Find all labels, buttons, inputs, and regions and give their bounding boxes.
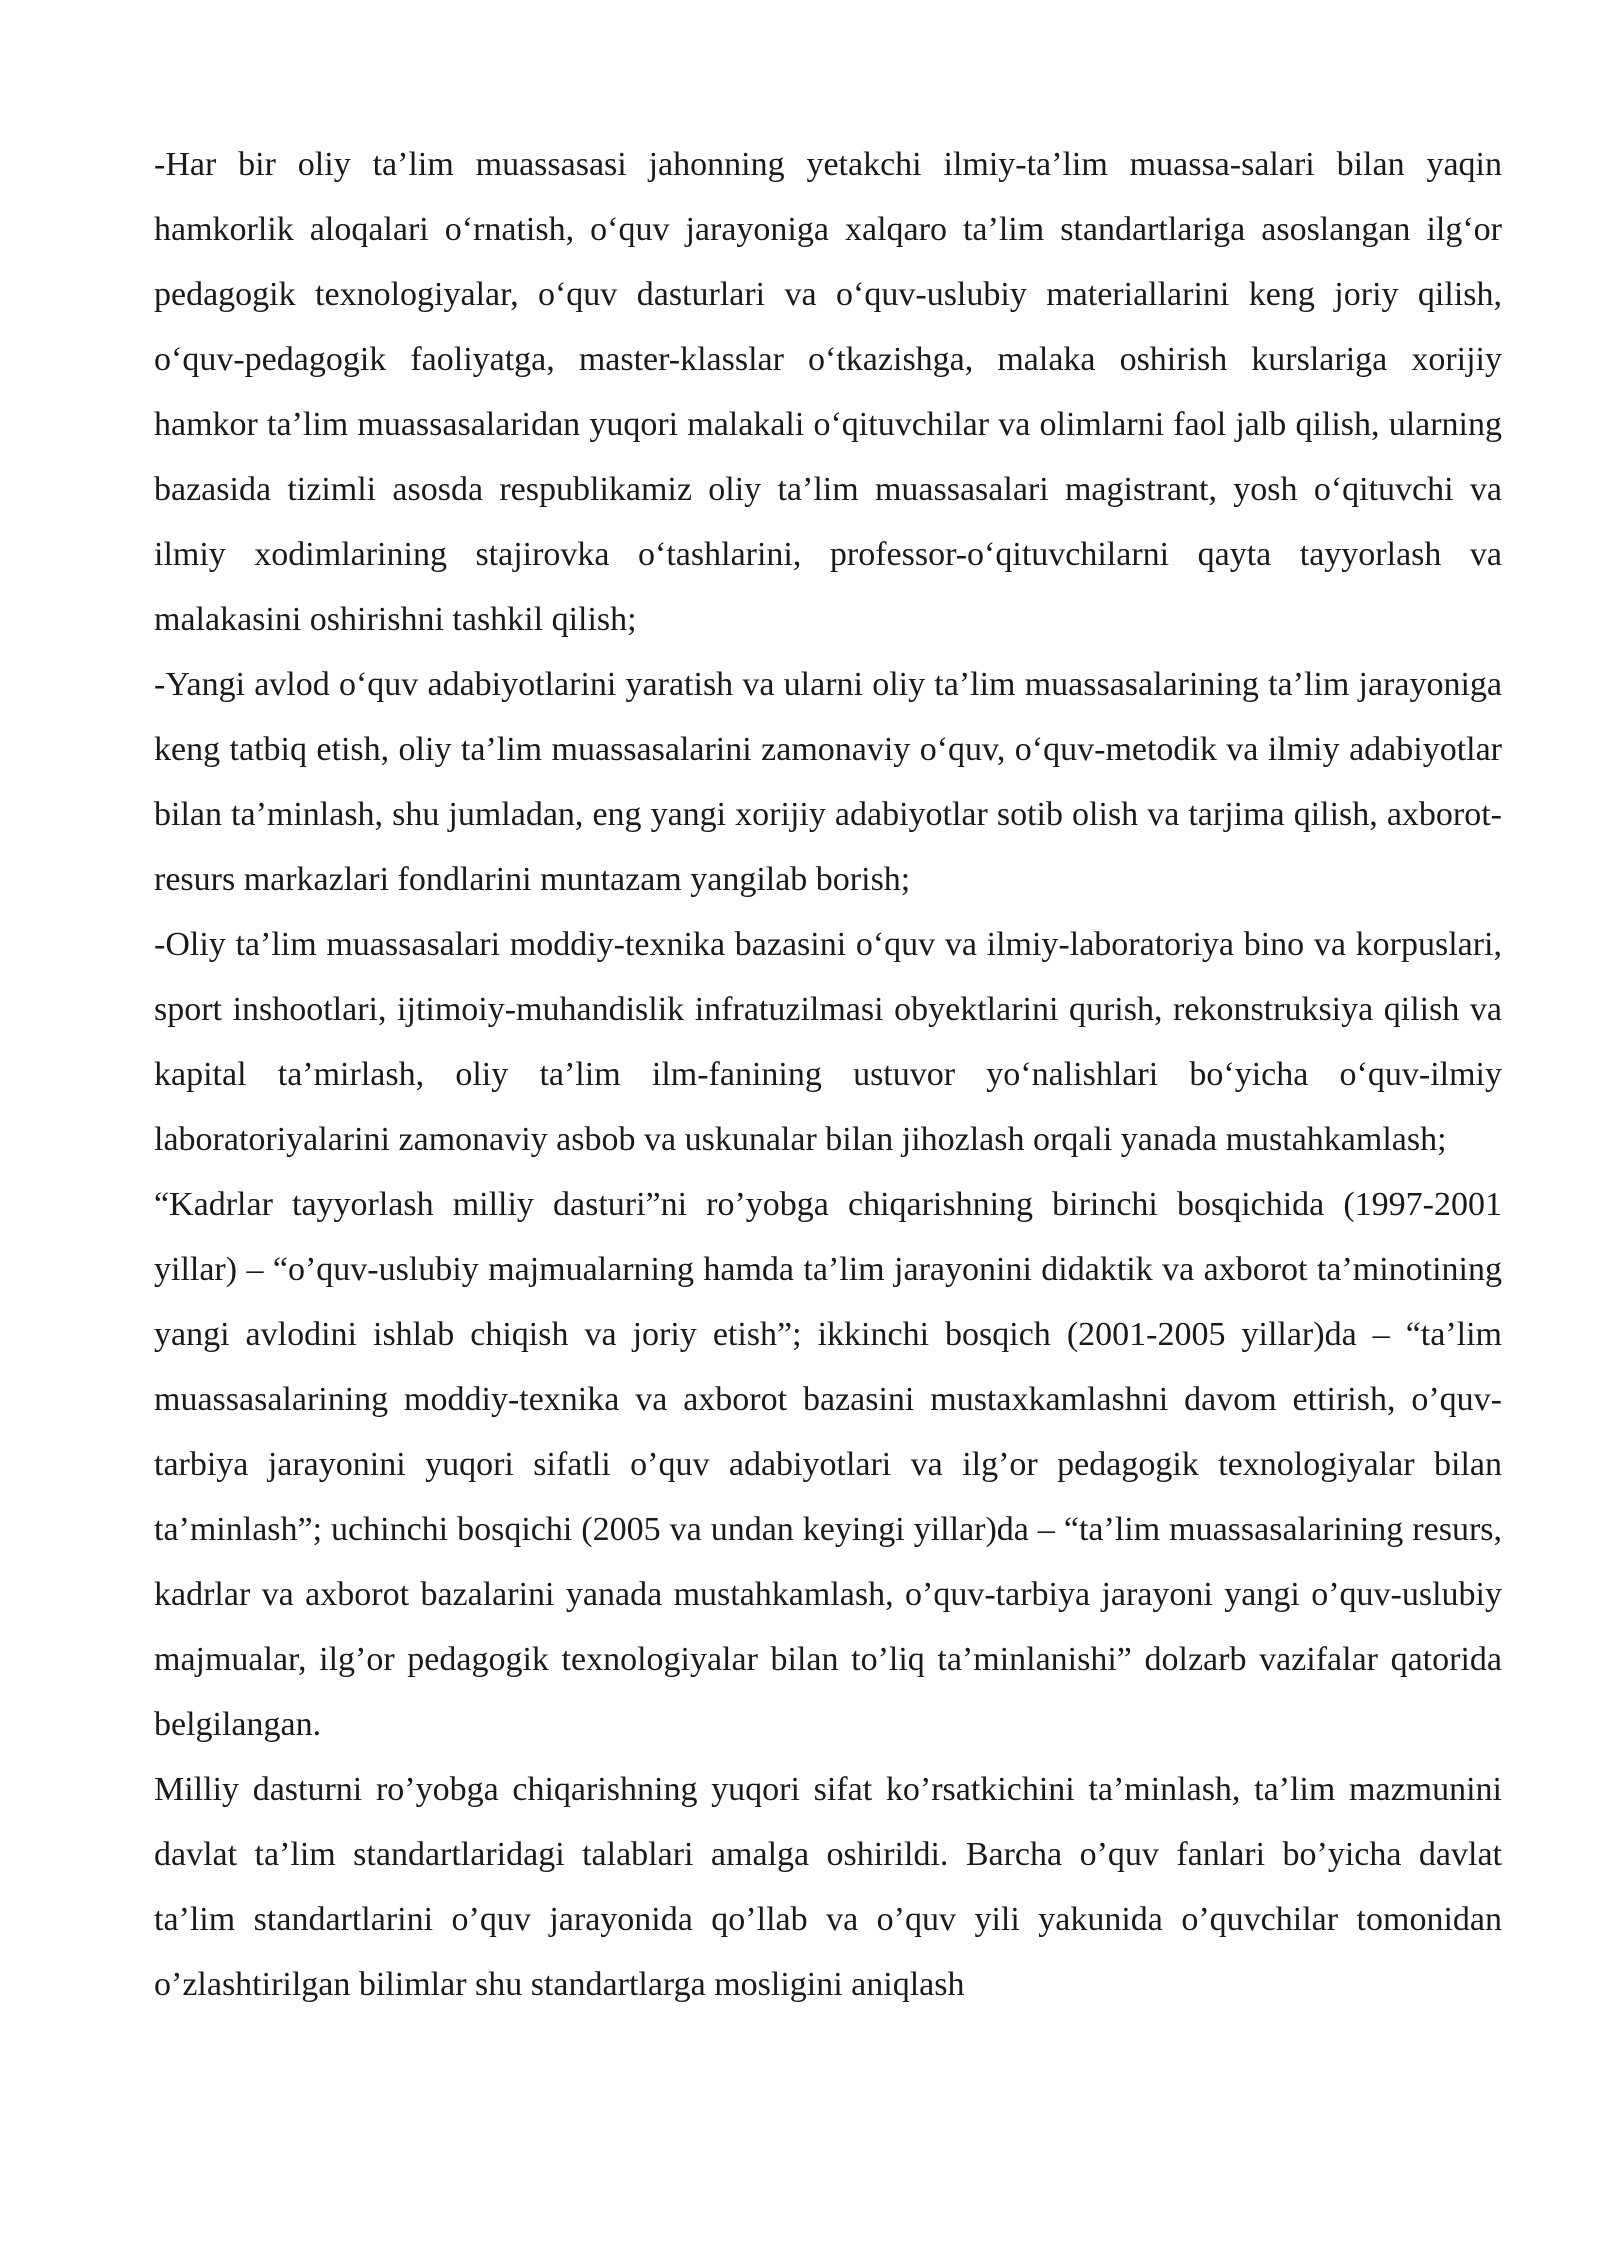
paragraph-quality-standards: Milliy dasturni ro’yobga chiqarishning yuqori sifat ko’rsatkichini ta’minlash, ta’lim mazmunini davlat ta’lim standartlaridagi talablari amalga oshirildi. Barcha o’quv fanlari bo’yicha davlat ta’lim standartlarini o’quv jarayonida qo’llab va o’quv yili yakunida o’quvchilar tomonidan o’zlashtirilgan bilimlar shu standartlarga mosligini aniqlash <box>154 1771 1502 2003</box>
document-page <box>154 132 1502 2017</box>
paragraph-international-cooperation: -Har bir oliy ta’lim muassasasi jahonning yetakchi ilmiy-ta’lim muassa-salari bilan yaqin hamkorlik aloqalari o‘rnatish, o‘quv jarayoniga xalqaro ta’lim standartlariga asoslangan ilg‘or pedagogik texnologiyalar, o‘quv dasturlari va o‘quv-uslubiy materiallarini keng joriy qilish, o‘quv-pedagogik faoliyatga, master-klasslar o‘tkazishga, malaka oshirish kurslariga xorijiy hamkor ta’lim muassasalaridan yuqori malakali o‘qituvchilar va olimlarni faol jalb qilish, ularning bazasida tizimli asosda respublikamiz oliy ta’lim muassasalari magistrant, yosh o‘qituvchi va ilmiy xodimlarining stajirovka o‘tashlarini, professor-o‘qituvchilarni qayta tayyorlash va malakasini oshirishni tashkil qilish; <box>154 146 1502 638</box>
paragraph-new-textbooks: -Yangi avlod o‘quv adabiyotlarini yaratish va ularni oliy ta’lim muassasalarining ta’lim jarayoniga keng tatbiq etish, oliy ta’lim muassasalarini zamonaviy o‘quv, o‘quv-metodik va ilmiy adabiyotlar bilan ta’minlash, shu jumladan, eng yangi xorijiy adabiyotlar sotib olish va tarjima qilish, axborot-resurs markazlari fondlarini muntazam yangilab borish; <box>154 666 1502 898</box>
paragraph-national-program-stages: “Kadrlar tayyorlash milliy dasturi”ni ro’yobga chiqarishning birinchi bosqichida (1997-2001 yillar) – “o’quv-uslubiy majmualarning hamda ta’lim jarayonini didaktik va axborot ta’minotining yangi avlodini ishlab chiqish va joriy etish”; ikkinchi bosqich (2001-2005 yillar)da – “ta’lim muassasalarining moddiy-texnika va axborot bazasini mustaxkamlashni davom ettirish, o’quv-tarbiya jarayonini yuqori sifatli o’quv adabiyotlari va ilg’or pedagogik texnologiyalar bilan ta’minlash”; uchinchi bosqichi (2005 va undan keyingi yillar)da – “ta’lim muassasalarining resurs, kadrlar va axborot bazalarini yanada mustahkamlash, o’quv-tarbiya jarayoni yangi o’quv-uslubiy majmualar, ilg’or pedagogik texnologiyalar bilan to’liq ta’minlanishi” dolzarb vazifalar qatorida belgilangan. <box>154 1186 1502 1743</box>
paragraph-material-base: -Oliy ta’lim muassasalari moddiy-texnika bazasini o‘quv va ilmiy-laboratoriya bino va korpuslari, sport inshootlari, ijtimoiy-muhandislik infratuzilmasi obyektlarini qurish, rekonstruksiya qilish va kapital ta’mirlash, oliy ta’lim ilm-fanining ustuvor yo‘nalishlari bo‘yicha o‘quv-ilmiy laboratoriyalarini zamonaviy asbob va uskunalar bilan jihozlash orqali yanada mustahkamlash; <box>154 926 1502 1158</box>
